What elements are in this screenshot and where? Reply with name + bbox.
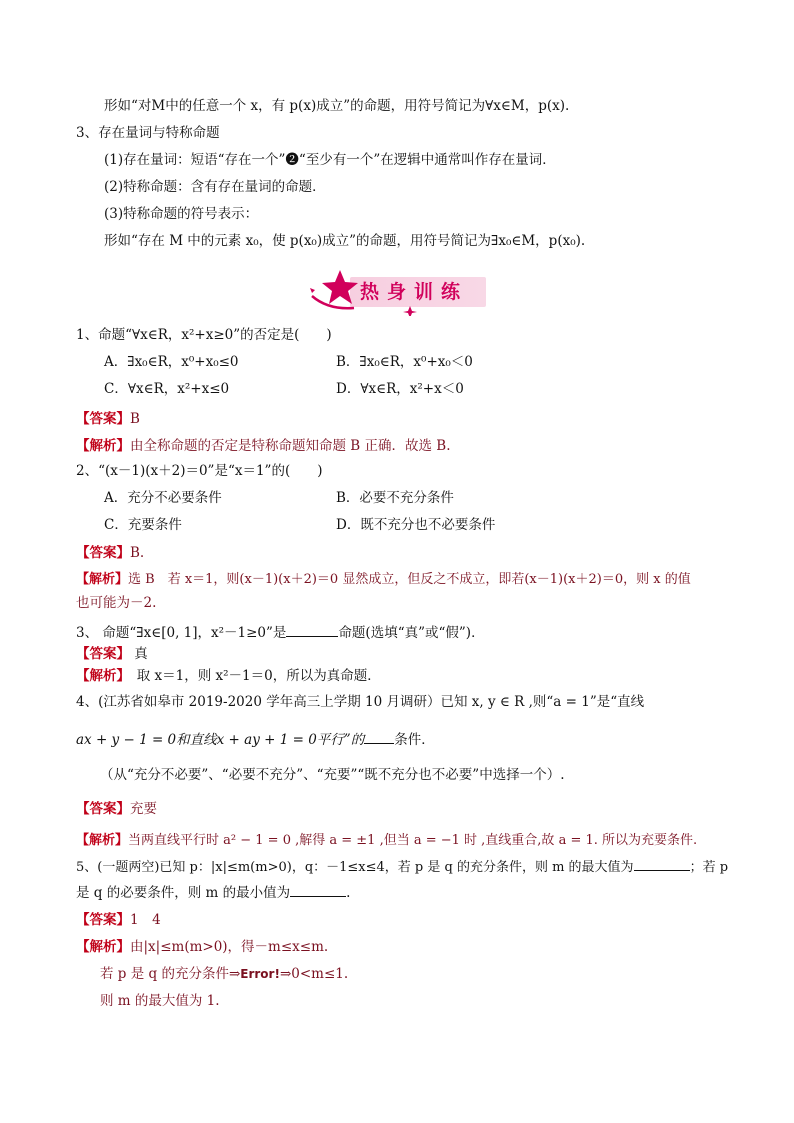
q1-stem: 1、命题“∀x∈R，x²+x≥0”的否定是( ) (76, 327, 332, 343)
banner-title: 热身训练 (360, 281, 469, 303)
q2-answer-row (76, 544, 144, 562)
q5-answer: 1 4 (130, 912, 161, 928)
q1-analysis-row (76, 437, 451, 455)
item2-text: (2)特称命题：含有存在量词的命题． (104, 179, 326, 195)
q3-analysis-row (76, 667, 381, 685)
q3-stem-row (76, 624, 485, 642)
q5-stem2-pre: 是 q 的必要条件，则 m 的最小值为 (76, 885, 291, 901)
q1-option-b: B．∃x₀∈R，x⁰+x₀＜0 (336, 354, 473, 370)
q5-stem-row2 (76, 884, 350, 902)
q2-stem: 2、“(x－1)(x＋2)＝0”是“x＝1”的( ) (76, 463, 323, 479)
q5-analysis-row2 (100, 965, 348, 983)
q1-option-d: D．∀x∈R，x²+x＜0 (336, 381, 464, 397)
q1-option-c: C．∀x∈R，x²+x≤0 (104, 381, 230, 397)
q4-stem2-pre: ax + y − 1 = 0和直线x + ay + 1 = 0平行”的 (76, 732, 365, 748)
q5-analysis-line3: 则 m 的最大值为 1. (100, 993, 220, 1009)
q3-answer-row (76, 645, 148, 663)
analysis-label: 【解析】 (76, 438, 130, 454)
q3-answer: 真 (130, 646, 148, 662)
q1-answer: B (130, 411, 140, 427)
q3-stem-post: 命题(选填“真”或“假”)． (338, 625, 485, 641)
q4-answer-row (76, 800, 157, 818)
q2-option-c: C．充要条件 (104, 517, 182, 533)
q3-stem-pre: 3、 命题“∃x∈[0, 1]，x²－1≥0”是 (76, 625, 287, 641)
q4-stem-row2 (76, 731, 435, 749)
answer-label: 【答案】 (76, 801, 130, 817)
q4-blank (364, 731, 394, 744)
q2-option-a: A．充分不必要条件 (104, 490, 222, 506)
q2-option-b: B．必要不充分条件 (336, 490, 454, 506)
q5-analysis-row1 (76, 938, 328, 956)
existential-form-text: 形如“存在 M 中的元素 x₀，使 p(x₀)成立”的命题，用符号简记为∃x₀∈M，p(x₀). (104, 233, 586, 249)
universal-form-text: 形如“对M中的任意一个 x，有 p(x)成立”的命题，用符号简记为∀x∈M，p(x). (104, 98, 570, 114)
q4-analysis: 当两直线平行时 a² − 1 = 0 ,解得 a = ±1 ,但当 a = −1 时 ,直线重合,故 a = 1. 所以为充要条件. (128, 833, 698, 848)
q2-option-d: D．既不充分也不必要条件 (336, 517, 496, 533)
q5-answer-row (76, 911, 161, 929)
analysis-label: 【解析】 (76, 833, 129, 848)
q5-analysis-line1: 由|x|≤m(m>0)，得－m≤x≤m. (130, 939, 329, 955)
q4-stem-line3: （从“充分不必要”、“必要不充分”、“充要”“既不充分也不必要”中选择一个）. (100, 767, 565, 783)
q5-stem2-post: . (346, 885, 351, 901)
q5-stem-row1 (76, 858, 728, 877)
item1-text: (1)存在量词：短语“存在一个”❷“至少有一个”在逻辑中通常叫作存在量词． (104, 152, 556, 168)
q2-answer: B. (130, 545, 145, 561)
q4-analysis-row (76, 832, 697, 850)
q5-analysis2-post: ⇒0<m≤1. (279, 966, 349, 982)
q4-stem2-post: 条件． (394, 732, 435, 748)
q5-blank-2 (290, 884, 346, 897)
analysis-label: 【解析】 (76, 939, 130, 955)
warmup-banner (308, 266, 488, 316)
answer-label: 【答案】 (76, 912, 130, 928)
section3-title: 3、存在量词与特称命题 (76, 125, 220, 141)
q5-analysis2-error: Error! (240, 967, 280, 981)
analysis-label: 【解析】 (76, 668, 124, 684)
q5-analysis2-pre: 若 p 是 q 的充分条件⇒ (100, 966, 241, 982)
q3-analysis: 取 x＝1，则 x²－1＝0，所以为真命题． (123, 668, 381, 684)
answer-label: 【答案】 (76, 545, 130, 561)
q1-option-a: A．∃x₀∈R，x⁰+x₀≤0 (104, 354, 239, 370)
q3-blank (286, 624, 338, 637)
q1-answer-row (76, 410, 140, 428)
q5-stem1-pre: 5、(一题两空)已知 p：|x|≤m(m>0)，q：－1≤x≤4，若 p 是 q 的充分条件，则 m 的最大值为 (76, 860, 634, 875)
q4-answer: 充要 (130, 801, 157, 817)
q1-analysis: 由全称命题的否定是特称命题知命题 B 正确．故选 B. (130, 438, 451, 454)
q2-analysis-row (76, 571, 691, 589)
q5-blank-1 (634, 858, 690, 871)
q2-analysis-line1: 选 B 若 x＝1，则(x－1)(x＋2)＝0 显然成立，但反之不成立，即若(x－1)(x＋2)＝0，则 x 的值 (128, 572, 691, 587)
answer-label: 【答案】 (76, 646, 130, 662)
q2-analysis-line2: 也可能为－2. (76, 595, 157, 611)
q4-stem-line1: 4、(江苏省如皋市 2019-2020 学年高三上学期 10 月调研）已知 x, y ∈ R ,则“a = 1”是“直线 (76, 694, 645, 710)
q5-stem1-post: ；若 p (689, 860, 729, 875)
answer-label: 【答案】 (76, 411, 130, 427)
analysis-label: 【解析】 (76, 572, 129, 587)
item3-text: (3)特称命题的符号表示： (104, 206, 259, 222)
